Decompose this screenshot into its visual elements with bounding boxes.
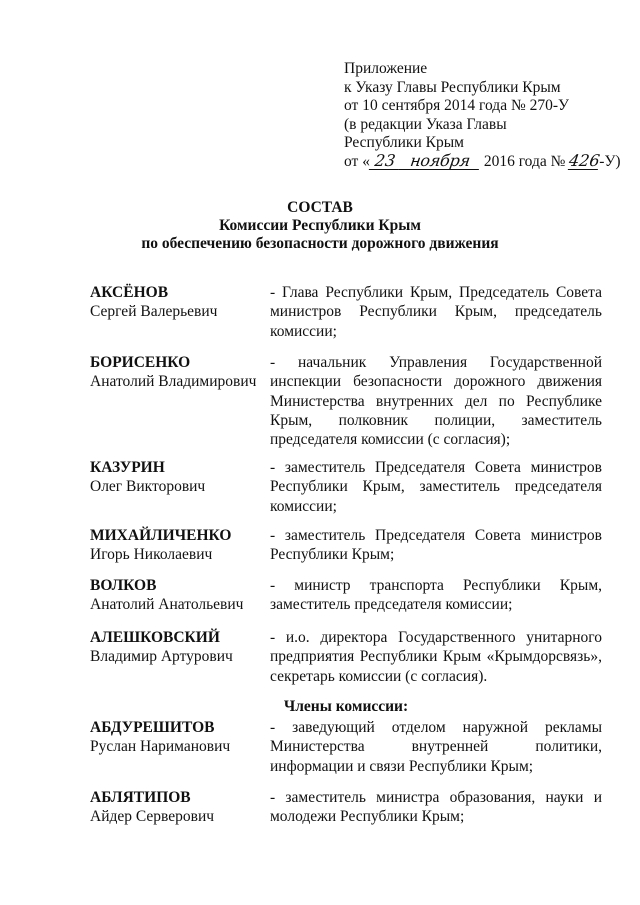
decree-date-line [344, 150, 624, 172]
member-position: - заместитель Председателя Совета министров Республики Крым; [270, 527, 602, 564]
date-mid: 2016 года № [483, 152, 566, 170]
title-line: по обеспечению безопасности дорожного движения [141, 235, 499, 252]
title-line: СОСТАВ [287, 199, 353, 216]
members-heading: Члены комиссии: [283, 698, 409, 715]
member-position: - заведующий отделом наружной рекламы Министерства внутренней политики, информации и связи Республики Крым; [270, 719, 602, 775]
appendix-line: Республики Крым [344, 134, 464, 151]
handwritten-decree-number: 426 [568, 150, 602, 170]
date-prefix: от « [344, 152, 370, 170]
member-name: Игорь Николаевич [90, 546, 213, 563]
handwritten-month: ноября [399, 153, 481, 170]
member-name: Анатолий Анатольевич [90, 596, 244, 613]
member-position: - начальник Управления Государственной инспекции безопасности дорожного движения Министерства внутренних дел по Республике Крым, полковник полиции, заместитель председателя комиссии (с согласия); [270, 354, 602, 449]
date-suffix: -У) [599, 152, 621, 170]
member-name: Айдер Серверович [90, 808, 215, 825]
member-surname: АКСЁНОВ [90, 284, 169, 301]
title-line: Комиссии Республики Крым [219, 217, 421, 234]
appendix-line: к Указу Главы Республики Крым [344, 78, 561, 96]
member-name: Сергей Валерьевич [90, 303, 218, 320]
member-surname: АБДУРЕШИТОВ [90, 719, 215, 736]
member-position: - и.о. директора Государственного унитарного предприятия Республики Крым «Крымдорсвязь», секретарь комиссии (с согласия). [270, 629, 602, 685]
member-surname: БОРИСЕНКО [90, 354, 191, 371]
member-name: Олег Викторович [90, 478, 206, 495]
member-surname: ВОЛКОВ [90, 577, 157, 594]
appendix-line: (в редакции Указа Главы [344, 115, 507, 133]
member-position: - заместитель Председателя Совета министров Республики Крым, заместитель председателя комиссии; [270, 459, 602, 515]
member-position: - Глава Республики Крым, Председатель Совета министров Республики Крым, председатель комиссии; [270, 284, 602, 340]
member-surname: АЛЕШКОВСКИЙ [90, 629, 220, 646]
appendix-line: Приложение [344, 60, 428, 77]
member-position: - заместитель министра образования, науки и молодежи Республики Крым; [270, 789, 602, 826]
document-title [0, 199, 640, 253]
member-name: Руслан Нариманович [90, 738, 231, 755]
member-surname: МИХАЙЛИЧЕНКО [90, 527, 232, 544]
member-surname: КАЗУРИН [90, 459, 165, 476]
member-name: Владимир Артурович [90, 648, 233, 665]
member-name: Анатолий Владимирович [90, 373, 257, 390]
member-surname: АБЛЯТИПОВ [90, 789, 191, 806]
handwritten-day: 23 [369, 153, 401, 170]
appendix-header [344, 60, 624, 171]
member-position: - министр транспорта Республики Крым, заместитель председателя комиссии; [270, 577, 602, 614]
appendix-line: от 10 сентября 2014 года № 270-У [344, 97, 569, 114]
